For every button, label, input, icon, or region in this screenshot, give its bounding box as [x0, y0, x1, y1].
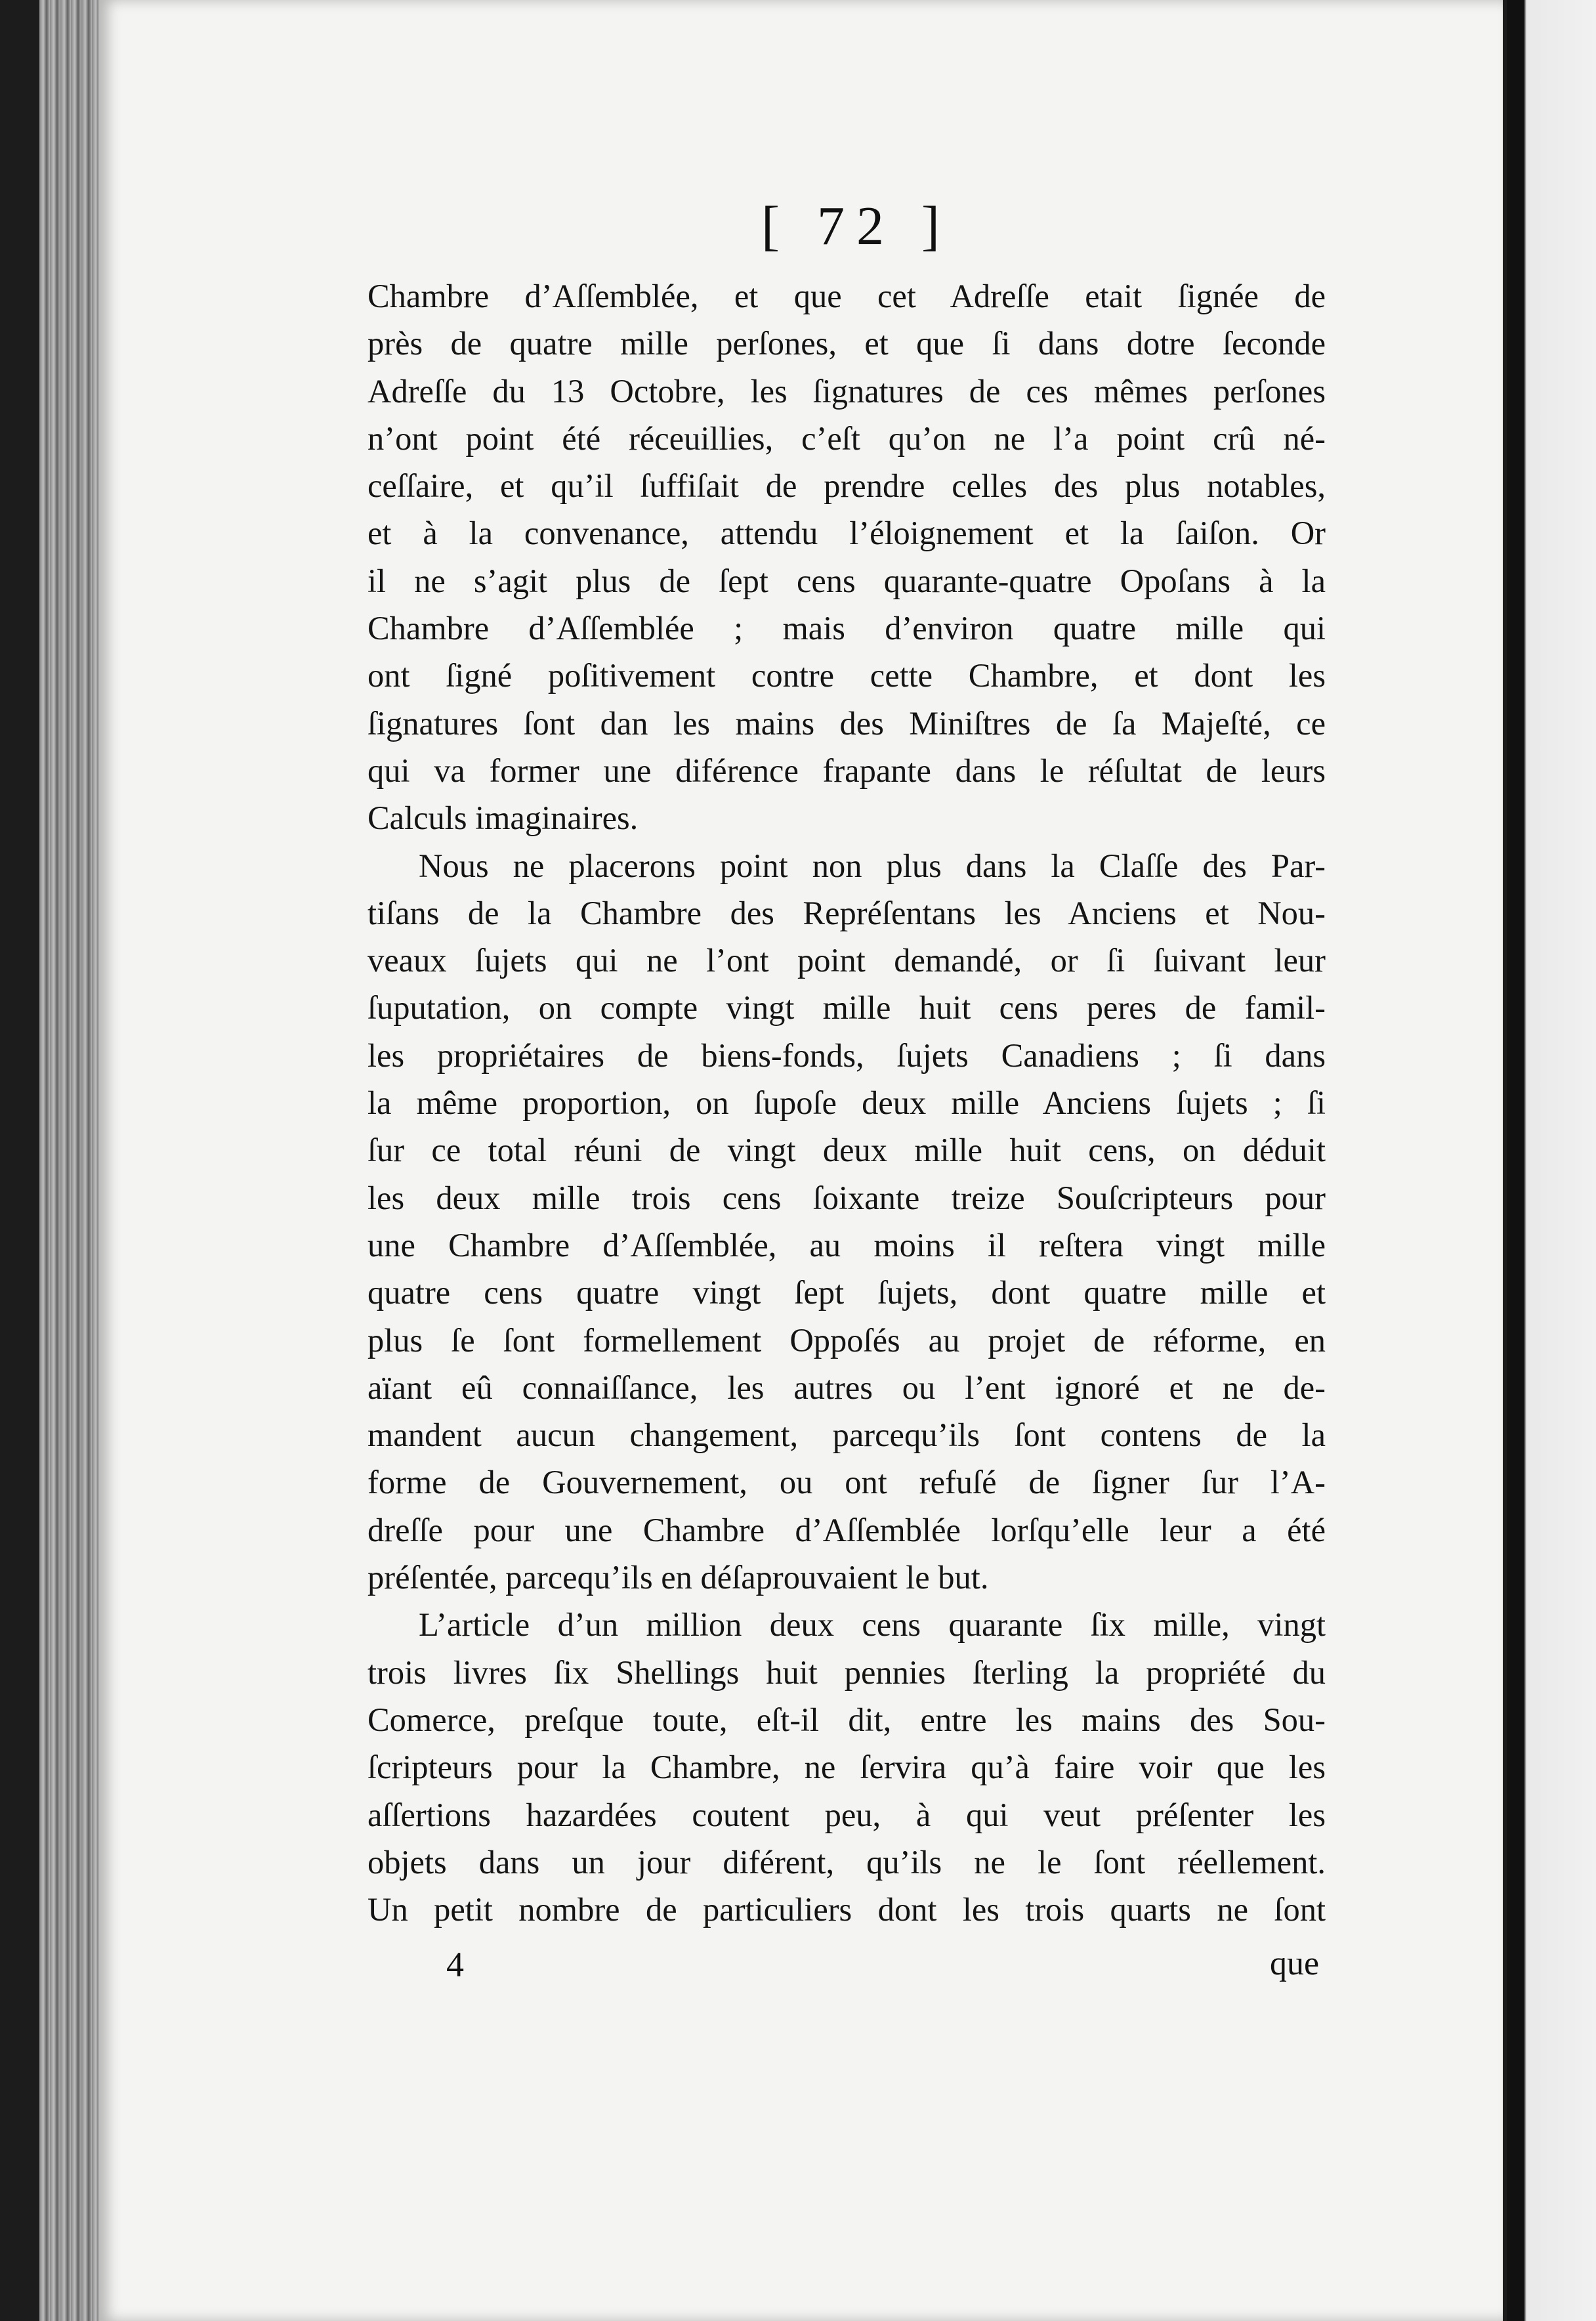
- text-line: Adreſſe du 13 Octobre, les ſignatures de ces mêmes perſones: [368, 372, 1326, 410]
- text-line: mandent aucun changement, parcequ’ils ſont contens de la: [368, 1416, 1326, 1454]
- text-line: aïant eû connaiſſance, les autres ou l’ent ignoré et ne de-: [368, 1369, 1326, 1406]
- text-line: trois livres ſix Shellings huit pennies ſterling la propriété du: [368, 1653, 1326, 1691]
- text-line: il ne s’agit plus de ſept cens quarante-quatre Opoſans à la: [368, 562, 1326, 599]
- text-line: plus ſe ſont formellement Oppoſés au projet de réforme, en: [368, 1321, 1326, 1359]
- text-line: ſuputation, on compte vingt mille huit cens peres de famil-: [368, 989, 1326, 1027]
- text-line: quatre cens quatre vingt ſept ſujets, dont quatre mille et: [368, 1274, 1326, 1311]
- text-line: ſcripteurs pour la Chambre, ne ſervira qu’à faire voir que les: [368, 1749, 1326, 1786]
- text-line: ſignatures ſont dan les mains des Miniſtres de ſa Majeſté, ce: [368, 704, 1326, 742]
- text-line: Nous ne placerons point non plus dans la Claſſe des Par-: [419, 847, 1326, 884]
- text-line: Comerce, preſque toute, eſt-il dit, entre les mains des Sou-: [368, 1701, 1326, 1738]
- text-line: n’ont point été réceuillies, c’eſt qu’on ne l’a point crû né-: [368, 419, 1326, 457]
- signature-mark: 4: [446, 1945, 464, 1984]
- text-line: tiſans de la Chambre des Repréſentans les Anciens et Nou-: [368, 894, 1326, 931]
- text-line: Calculs imaginaires.: [368, 799, 639, 837]
- page-body-text: [368, 272, 1326, 1933]
- text-line: Chambre d’Aſſemblée, et que cet Adreſſe etait ſignée de: [368, 278, 1326, 314]
- text-line: une Chambre d’Aſſemblée, au moins il reſtera vingt mille: [368, 1226, 1326, 1264]
- text-line: ont ſigné poſitivement contre cette Chambre, et dont les: [368, 657, 1326, 694]
- text-line: ſur ce total réuni de vingt deux mille huit cens, on déduit: [368, 1132, 1326, 1169]
- text-line: ceſſaire, et qu’il ſuffiſait de prendre celles des plus notables,: [368, 467, 1326, 505]
- page-number: [ 72 ]: [761, 196, 952, 257]
- text-line: les propriétaires de biens-fonds, ſujets Canadiens ; ſi dans: [368, 1036, 1326, 1074]
- text-line: Un petit nombre de particuliers dont les trois quarts ne ſont: [368, 1891, 1326, 1928]
- text-line: dreſſe pour une Chambre d’Aſſemblée lorſqu’elle leur a été: [368, 1511, 1326, 1548]
- text-line: veaux ſujets qui ne l’ont point demandé, or ſi ſuivant leur: [368, 942, 1326, 979]
- text-line: et à la convenance, attendu l’éloignement et la ſaiſon. Or: [368, 515, 1326, 552]
- facing-page-edge: [1507, 0, 1596, 2321]
- text-line: préſentée, parcequ’ils en déſaprouvaient le but.: [368, 1559, 989, 1596]
- text-line: L’article d’un million deux cens quarante ſix mille, vingt: [419, 1606, 1326, 1644]
- text-line: forme de Gouvernement, ou ont refuſé de ſigner ſur l’A-: [368, 1464, 1326, 1501]
- text-line: les deux mille trois cens ſoixante treize Souſcripteurs pour: [368, 1179, 1326, 1216]
- text-line: la même proportion, on ſupoſe deux mille Anciens ſujets ; ſi: [368, 1084, 1326, 1122]
- text-line: objets dans un jour diférent, qu’ils ne le ſont réellement.: [368, 1843, 1326, 1881]
- text-line: qui va former une diférence frapante dans le réſultat de leurs: [368, 752, 1326, 789]
- catchword: que: [1270, 1945, 1320, 1982]
- text-line: Chambre d’Aſſemblée ; mais d’environ quatre mille qui: [368, 610, 1326, 647]
- text-line: près de quatre mille perſones, et que ſi dans dotre ſeconde: [368, 325, 1326, 362]
- text-line: aſſertions hazardées coutent peu, à qui veut préſenter les: [368, 1796, 1326, 1833]
